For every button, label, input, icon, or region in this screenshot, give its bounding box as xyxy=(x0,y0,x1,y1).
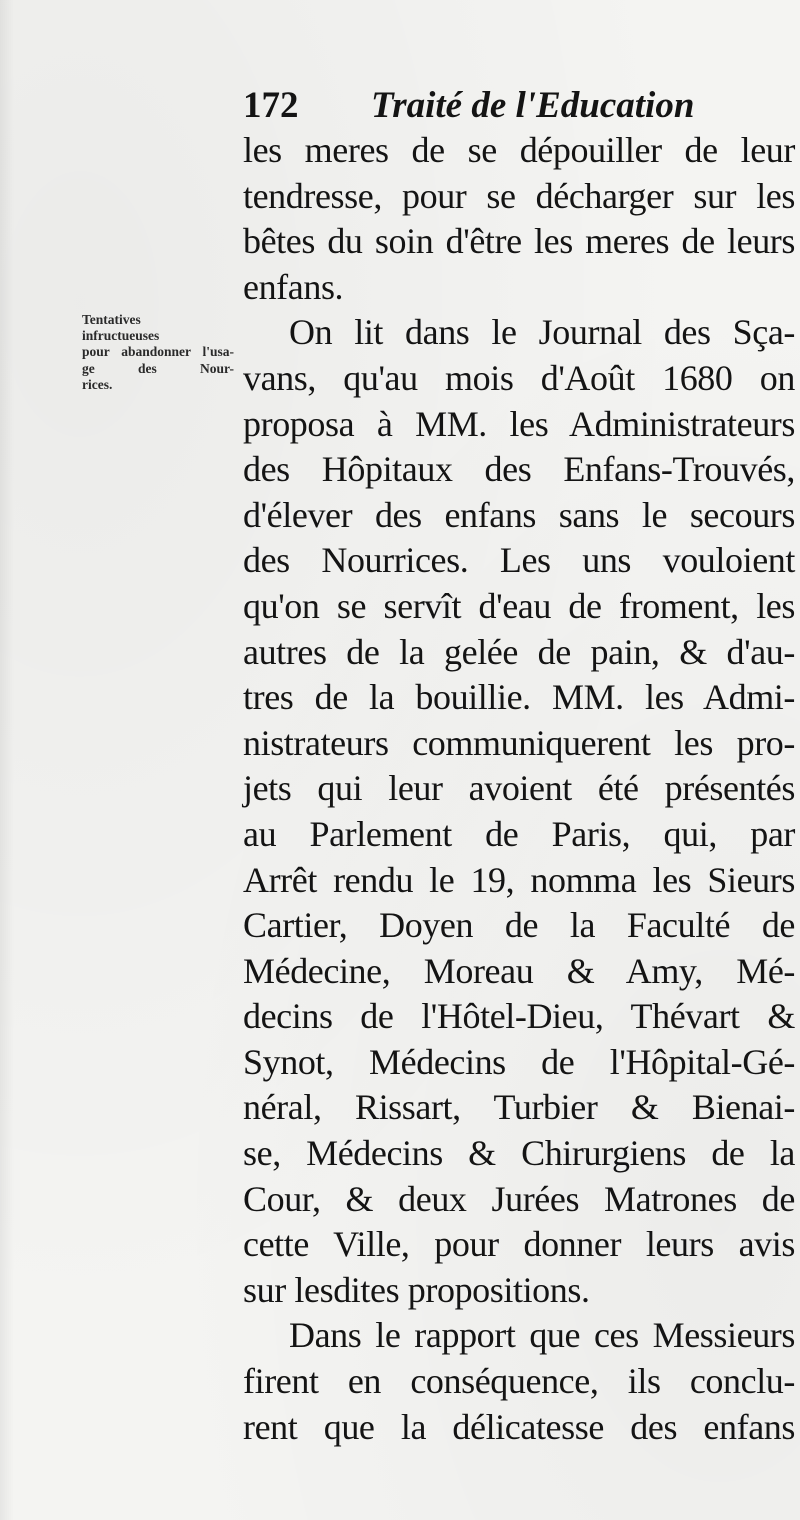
text-line: d'élever des enfans sans le secours xyxy=(243,494,795,535)
text-line: autres de la gelée de pain, & d'au- xyxy=(243,631,795,672)
text-line: Cartier, Doyen de la Faculté de xyxy=(243,905,795,946)
text-line: néral, Rissart, Turbier & Bienai- xyxy=(243,1087,795,1128)
text-line: enfans. xyxy=(243,266,344,307)
text-line: jets qui leur avoient été présentés xyxy=(243,768,795,809)
text-line: bêtes du soin d'être les meres de leurs xyxy=(243,221,795,262)
running-title: Traité de l'Education xyxy=(371,85,695,126)
text-line: decins de l'Hôtel-Dieu, Thévart & xyxy=(243,996,795,1037)
text-line: sur lesdites propositions. xyxy=(243,1269,590,1310)
text-line: au Parlement de Paris, qui, par xyxy=(243,813,795,854)
text-line: On lit dans le Journal des Sça- xyxy=(289,312,795,353)
text-line: des Nourrices. Les uns vouloient xyxy=(243,540,795,581)
body-text xyxy=(243,128,795,1450)
text-line: qu'on se servît d'eau de froment, les xyxy=(243,585,795,626)
margin-note-line: Tentatives xyxy=(82,312,141,327)
margin-note xyxy=(82,312,234,393)
text-line: proposa à MM. les Administrateurs xyxy=(243,403,795,444)
text-line: vans, qu'au mois d'Août 1680 on xyxy=(243,357,795,398)
text-line: Synot, Médecins de l'Hôpital-Gé- xyxy=(243,1041,795,1082)
text-line: firent en conséquence, ils conclu- xyxy=(243,1361,795,1402)
page-header xyxy=(243,84,783,128)
page-number: 172 xyxy=(243,85,299,126)
margin-note-line: pour abandonner l'usa- xyxy=(82,344,234,360)
margin-note-line: ge des Nour- xyxy=(82,360,234,376)
text-line: Médecine, Moreau & Amy, Mé- xyxy=(243,950,795,991)
text-line: se, Médecins & Chirurgiens de la xyxy=(243,1133,795,1174)
text-line: tres de la bouillie. MM. les Admi- xyxy=(243,677,795,718)
margin-note-line: rices. xyxy=(82,376,113,392)
text-line: rent que la délicatesse des enfans xyxy=(243,1406,795,1447)
margin-note-line: infructueuses xyxy=(82,328,160,344)
page-edge-shadow xyxy=(0,0,14,1520)
text-line: Cour, & deux Jurées Matrones de xyxy=(243,1178,795,1219)
text-line: Arrêt rendu le 19, nomma les Sieurs xyxy=(243,859,795,900)
text-line: des Hôpitaux des Enfans-Trouvés, xyxy=(243,449,795,490)
text-line: Dans le rapport que ces Messieurs xyxy=(289,1315,795,1356)
text-line: les meres de se dépouiller de leur xyxy=(243,130,795,170)
text-line: cette Ville, pour donner leurs avis xyxy=(243,1224,795,1265)
text-line: nistrateurs communiquerent les pro- xyxy=(243,722,795,763)
text-line: tendresse, pour se décharger sur les xyxy=(243,175,795,216)
